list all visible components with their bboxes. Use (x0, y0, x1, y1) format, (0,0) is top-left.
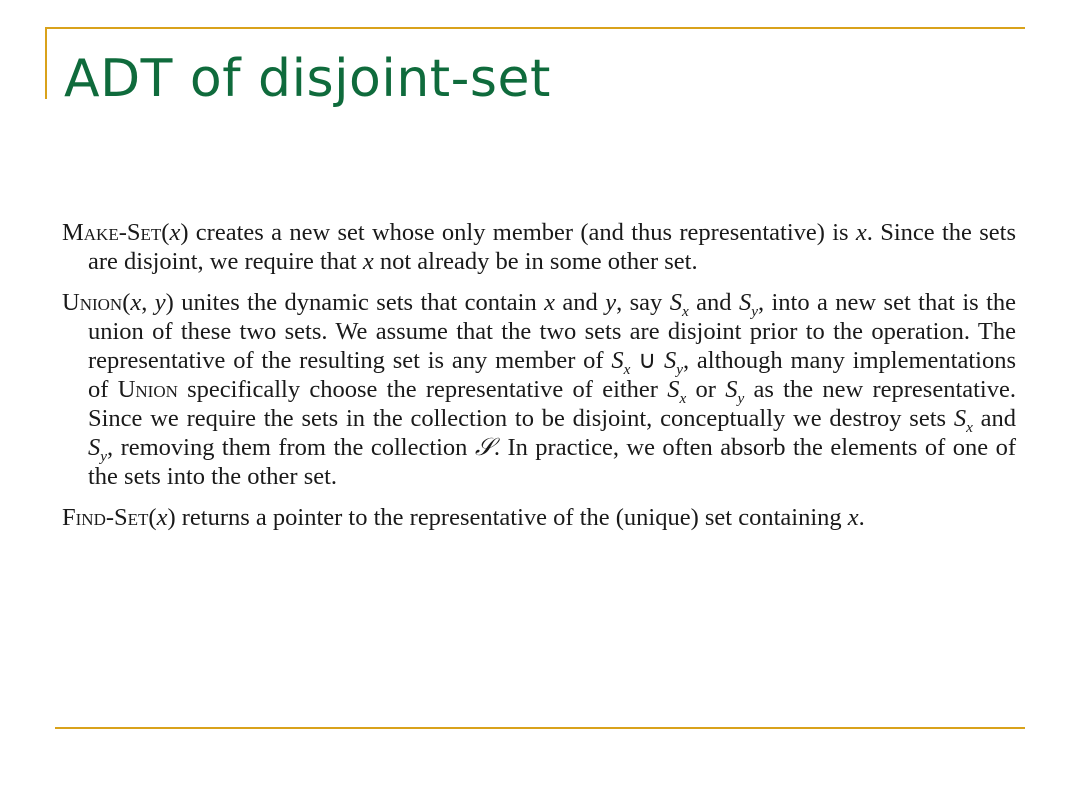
slide-title: ADT of disjoint-set (64, 49, 551, 109)
left-rule (45, 27, 47, 99)
top-rule (45, 27, 1025, 29)
bottom-rule (55, 727, 1025, 729)
find-set-definition: Find-Set(x) returns a pointer to the representative of the (unique) set containing x. (62, 504, 865, 531)
make-set-definition: Make-Set(x) creates a new set whose only member (and thus representative) is x. Since the sets are disjoint, we require that x not already be in some other set. (62, 219, 1016, 275)
definition-list (62, 218, 1016, 544)
union-definition: Union(x, y) unites the dynamic sets that contain x and y, say $S_x$ and $S_y$, into a new set that is the union of these two sets. We assume that the two sets are disjoint prior to the operation. The representative of the resulting set is any member of $S_x$ ∪ $S_y$, although many implementations of Union specifically choose the representative of either $S_x$ or $S_y$ as the new representative. Since we require the sets in the collection to be disjoint, conceptually we destroy sets $S_x$ and $S_y$, removing them from the collection 𝒮. In practice, we often absorb the elements of one of the sets into the other set. (62, 289, 1017, 490)
